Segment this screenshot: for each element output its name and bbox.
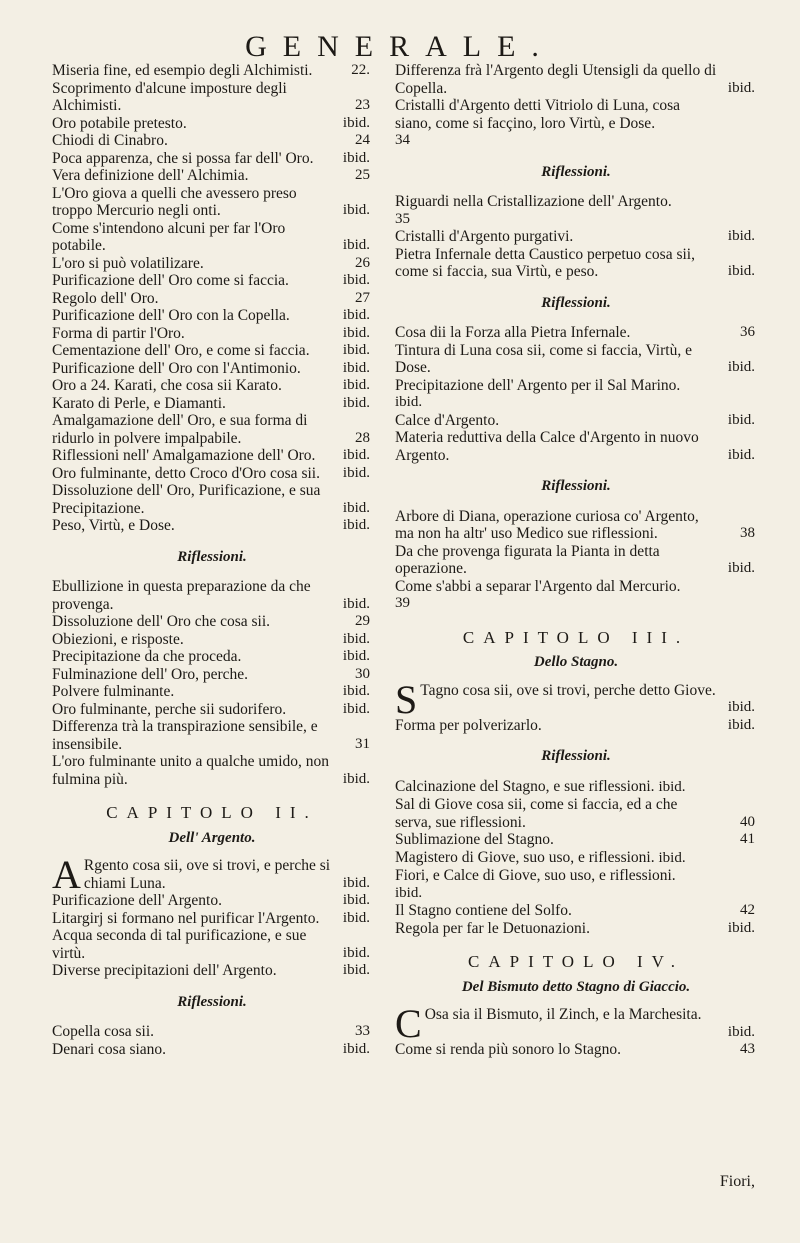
index-entry bbox=[395, 867, 757, 902]
chapter-subtitle: Dell' Argento. bbox=[168, 829, 256, 846]
entry-text: Vera definizione dell' Alchimia. bbox=[52, 167, 249, 184]
index-entry bbox=[52, 578, 372, 613]
section-label: Riflessioni. bbox=[541, 163, 611, 180]
index-entry bbox=[395, 717, 757, 735]
entry-text: Cristalli d'Argento purgativi. bbox=[395, 228, 574, 245]
entry-text: Purificazione dell' Oro come si faccia. bbox=[52, 272, 289, 289]
entry-text: Come s'intendono alcuni per far l'Oro potabile. bbox=[52, 219, 286, 254]
entry-page-ref: ibid. bbox=[342, 114, 370, 131]
index-entry bbox=[52, 852, 372, 897]
entry-page-ref: 43 bbox=[740, 1041, 755, 1057]
entry-page-ref: ibid. bbox=[658, 849, 686, 866]
entry-page-ref: 30 bbox=[355, 665, 370, 682]
entry-text: Tintura di Luna cosa sii, come si faccia, Virtù, e Dose. bbox=[395, 341, 692, 376]
index-entry bbox=[52, 1041, 372, 1059]
entry-text: Da che provenga figurata la Pianta in detta operazione. bbox=[395, 542, 660, 577]
index-entry bbox=[52, 115, 372, 133]
index-entry bbox=[52, 447, 372, 465]
index-entry bbox=[395, 62, 757, 97]
entry-text: Materia reduttiva della Calce d'Argento in nuovo Argento. bbox=[395, 429, 699, 464]
entry-page-ref: ibid. bbox=[342, 342, 370, 358]
index-entry bbox=[52, 255, 372, 273]
entry-page-ref: ibid. bbox=[342, 237, 370, 253]
index-entry bbox=[52, 360, 372, 378]
index-entry bbox=[52, 395, 372, 413]
entry-page-ref: 29 bbox=[355, 613, 370, 629]
entry-page-ref: ibid. bbox=[342, 464, 370, 481]
entry-page-ref: 39 bbox=[395, 595, 410, 611]
entry-text: Poca apparenza, che si possa far dell' Oro. bbox=[52, 149, 314, 167]
index-entry bbox=[52, 167, 372, 185]
index-entry bbox=[395, 246, 757, 281]
entry-text: Precipitazione da che proceda. bbox=[52, 648, 242, 665]
entry-page-ref: ibid. bbox=[342, 377, 370, 393]
entry-page-ref: ibid. bbox=[342, 149, 370, 166]
entry-text: Oro a 24. Karati, che cosa sii Karato. bbox=[52, 377, 282, 394]
entry-page-ref: 27 bbox=[355, 289, 370, 306]
entry-page-ref: 28 bbox=[355, 429, 370, 446]
entry-page-ref: ibid. bbox=[342, 307, 370, 323]
index-entry bbox=[52, 412, 372, 447]
entry-page-ref: ibid. bbox=[727, 411, 755, 428]
index-entry bbox=[395, 429, 757, 464]
entry-text: Forma di partir l'Oro. bbox=[52, 324, 185, 342]
entry-page-ref: 26 bbox=[355, 254, 370, 271]
entry-text: Calce d'Argento. bbox=[395, 411, 500, 429]
entry-page-ref: ibid. bbox=[342, 447, 370, 463]
index-entry bbox=[395, 920, 757, 938]
index-entry bbox=[395, 578, 757, 613]
entry-text: Fiori, e Calce di Giove, suo uso, e riflessioni. bbox=[395, 867, 676, 884]
index-entry bbox=[395, 342, 757, 377]
index-entry bbox=[52, 517, 372, 535]
entry-text: Osa sia il Bismuto, il Zinch, e la Marchesita. bbox=[424, 1006, 702, 1023]
index-entry bbox=[52, 290, 372, 308]
entry-text: Dissoluzione dell' Oro che cosa sii. bbox=[52, 613, 271, 630]
entry-page-ref: ibid. bbox=[727, 560, 755, 576]
entry-page-ref: ibid. bbox=[342, 324, 370, 341]
entry-page-ref: ibid. bbox=[342, 272, 370, 288]
entry-text: Differenza frà l'Argento degli Utensigli da quello di Copella. bbox=[395, 62, 717, 97]
index-entry bbox=[395, 778, 757, 797]
entry-text: Arbore di Diana, operazione curiosa co' Argento, ma non ha altr' uso Medico sue riflessioni. bbox=[395, 507, 699, 542]
entry-text: Regola per far le Detuonazioni. bbox=[395, 919, 590, 937]
index-entry bbox=[395, 97, 757, 150]
entry-page-ref: ibid. bbox=[727, 716, 755, 733]
catchword: Fiori, bbox=[719, 1173, 755, 1190]
entry-page-ref: ibid. bbox=[342, 359, 370, 376]
index-entry bbox=[395, 508, 757, 543]
entry-text: Cementazione dell' Oro, e come si faccia. bbox=[52, 342, 310, 359]
entry-page-ref: ibid. bbox=[727, 228, 755, 244]
entry-text: Peso, Virtù, e Dose. bbox=[52, 517, 175, 534]
section-label: Riflessioni. bbox=[541, 748, 611, 764]
section-label: Riflessioni. bbox=[541, 478, 611, 494]
entry-text: Purificazione dell' Oro con l'Antimonio. bbox=[52, 359, 301, 377]
page-header: GENERALE. bbox=[245, 30, 555, 63]
entry-text: Calcinazione del Stagno, e sue riflessioni. bbox=[395, 777, 655, 795]
index-entry bbox=[395, 412, 757, 430]
entry-page-ref: 36 bbox=[740, 324, 755, 340]
entry-page-ref: ibid. bbox=[727, 446, 755, 463]
entry-text: Purificazione dell' Oro con la Copella. bbox=[52, 307, 290, 324]
index-entry bbox=[52, 220, 372, 255]
entry-text: Regolo dell' Oro. bbox=[52, 289, 159, 307]
entry-page-ref: ibid. bbox=[342, 517, 370, 533]
index-entry bbox=[52, 132, 372, 150]
entry-text: L'oro si può volatilizare. bbox=[52, 254, 204, 272]
index-entry bbox=[52, 307, 372, 325]
section-label: Riflessioni. bbox=[177, 548, 247, 565]
index-entry bbox=[395, 902, 757, 920]
entry-text: Cosa dii la Forza alla Pietra Infernale. bbox=[395, 324, 631, 341]
entry-page-ref: ibid. bbox=[342, 944, 370, 961]
entry-text: Riflessioni nell' Amalgamazione dell' Oro. bbox=[52, 447, 316, 464]
entry-text: Purificazione dell' Argento. bbox=[52, 892, 222, 909]
entry-page-ref: 23 bbox=[355, 97, 370, 113]
entry-text: Scoprimento d'alcune imposture degli Alchimisti. bbox=[52, 79, 287, 114]
entry-page-ref: 33 bbox=[355, 1023, 370, 1039]
index-entry bbox=[52, 962, 372, 980]
index-entry bbox=[395, 228, 757, 246]
index-entry bbox=[52, 62, 372, 80]
entry-text: Sublimazione del Stagno. bbox=[395, 831, 554, 848]
entry-text: Come si renda più sonoro lo Stagno. bbox=[395, 1041, 622, 1058]
entry-page-ref: ibid. bbox=[727, 79, 755, 96]
entry-text: Riguardi nella Cristallizazione dell' Argento. bbox=[395, 193, 672, 210]
index-entry bbox=[395, 796, 757, 831]
entry-text: Differenza trà la transpirazione sensibile, e insensibile. bbox=[52, 718, 318, 753]
entry-text: Sal di Giove cosa sii, come si faccia, ed a che serva, sue riflessioni. bbox=[395, 796, 678, 831]
index-entry bbox=[52, 150, 372, 168]
entry-text: Dissoluzione dell' Oro, Purificazione, e sua Precipitazione. bbox=[52, 482, 321, 517]
entry-text: Ebullizione in questa preparazione da che provenga. bbox=[52, 578, 311, 613]
entry-page-ref: 25 bbox=[355, 167, 370, 183]
index-entry bbox=[52, 1023, 372, 1041]
entry-text: Pietra Infernale detta Caustico perpetuo cosa sii, come si faccia, sua Virtù, e peso. bbox=[395, 245, 695, 280]
index-entry bbox=[52, 910, 372, 928]
entry-page-ref: 40 bbox=[740, 813, 755, 830]
entry-page-ref: ibid. bbox=[342, 648, 370, 664]
entry-page-ref: 38 bbox=[740, 525, 755, 541]
index-entry bbox=[52, 342, 372, 360]
index-entry bbox=[52, 272, 372, 290]
entry-page-ref: ibid. bbox=[342, 909, 370, 926]
entry-text: Forma per polverizarlo. bbox=[395, 716, 542, 734]
index-entry bbox=[52, 185, 372, 220]
drop-cap: C bbox=[395, 1001, 422, 1046]
index-entry bbox=[395, 193, 757, 228]
chapter-heading: CAPITOLO IV. bbox=[468, 952, 684, 971]
index-entry bbox=[52, 80, 372, 115]
index-entry bbox=[395, 377, 757, 412]
entry-text: Il Stagno contiene del Solfo. bbox=[395, 902, 572, 919]
entry-page-ref: ibid. bbox=[342, 962, 370, 978]
index-entry bbox=[52, 683, 372, 701]
left-column bbox=[52, 62, 372, 1058]
entry-page-ref: ibid. bbox=[658, 778, 686, 795]
index-entry bbox=[395, 831, 757, 849]
entry-page-ref: 34 bbox=[395, 132, 410, 148]
index-entry bbox=[52, 613, 372, 631]
entry-page-ref: ibid. bbox=[395, 884, 423, 901]
entry-page-ref: ibid. bbox=[342, 700, 370, 717]
index-entry bbox=[52, 718, 372, 753]
entry-text: Litargirj si formano nel purificar l'Argento. bbox=[52, 909, 320, 927]
entry-page-ref: ibid. bbox=[727, 919, 755, 936]
entry-text: Miseria fine, ed esempio degli Alchimisti. bbox=[52, 62, 313, 79]
entry-text: Copella cosa sii. bbox=[52, 1023, 155, 1040]
entry-page-ref: 22. bbox=[351, 62, 370, 78]
entry-text: Oro fulminante, detto Croco d'Oro cosa sii. bbox=[52, 464, 320, 482]
entry-text: Denari cosa siano. bbox=[52, 1040, 167, 1058]
entry-text: Polvere fulminante. bbox=[52, 683, 175, 700]
entry-text: Oro potabile pretesto. bbox=[52, 114, 187, 132]
entry-page-ref: ibid. bbox=[342, 770, 370, 787]
entry-page-ref: ibid. bbox=[395, 394, 423, 410]
drop-cap: A bbox=[52, 852, 81, 897]
index-entry bbox=[395, 849, 757, 868]
entry-page-ref: 41 bbox=[740, 831, 755, 847]
entry-text: L'oro fulminante unito a qualche umido, non fulmina più. bbox=[52, 753, 329, 788]
entry-text: Oro fulminante, perche sii sudorifero. bbox=[52, 700, 287, 718]
entry-text: Precipitazione dell' Argento per il Sal Marino. bbox=[395, 376, 681, 394]
section-label: Riflessioni. bbox=[177, 993, 247, 1010]
entry-page-ref: ibid. bbox=[727, 263, 755, 279]
index-entry bbox=[395, 543, 757, 578]
entry-page-ref: 31 bbox=[355, 735, 370, 752]
index-entry bbox=[52, 482, 372, 517]
entry-page-ref: ibid. bbox=[342, 892, 370, 908]
entry-text: Obiezioni, e risposte. bbox=[52, 630, 184, 648]
index-entry bbox=[52, 377, 372, 395]
index-entry bbox=[52, 648, 372, 666]
entry-text: Rgento cosa sii, ove si trovi, e perche si chiami Luna. bbox=[83, 857, 331, 892]
index-entry bbox=[52, 666, 372, 684]
index-entry bbox=[52, 892, 372, 910]
index-entry bbox=[52, 701, 372, 719]
entry-text: Amalgamazione dell' Oro, e sua forma di ridurlo in polvere impalpabile. bbox=[52, 412, 308, 447]
entry-text: Fulminazione dell' Oro, perche. bbox=[52, 665, 249, 683]
entry-page-ref: ibid. bbox=[342, 595, 370, 612]
entry-text: Karato di Perle, e Diamanti. bbox=[52, 394, 226, 412]
entry-page-ref: ibid. bbox=[342, 202, 370, 218]
drop-cap: S bbox=[395, 676, 418, 722]
entry-text: Chiodi di Cinabro. bbox=[52, 132, 168, 149]
entry-page-ref: ibid. bbox=[342, 499, 370, 516]
index-entry bbox=[52, 325, 372, 343]
entry-text: Come s'abbi a separar l'Argento dal Mercurio. bbox=[395, 577, 681, 595]
index-entry bbox=[395, 1001, 757, 1046]
entry-text: Acqua seconda di tal purificazione, e sue virtù. bbox=[52, 927, 307, 962]
index-entry bbox=[52, 927, 372, 962]
index-entry bbox=[395, 676, 757, 722]
entry-page-ref: ibid. bbox=[727, 699, 755, 715]
chapter-subtitle: Del Bismuto detto Stagno di Giaccio. bbox=[461, 978, 691, 995]
entry-page-ref: ibid. bbox=[727, 1023, 755, 1040]
entry-text: Cristalli d'Argento detti Vitriolo di Luna, cosa siano, come si facçino, loro Virtù, e Dose. bbox=[395, 97, 680, 132]
entry-page-ref: ibid. bbox=[342, 630, 370, 647]
entry-page-ref: ibid. bbox=[342, 683, 370, 699]
entry-page-ref: ibid. bbox=[342, 1040, 370, 1057]
entry-page-ref: ibid. bbox=[727, 359, 755, 375]
index-entry bbox=[52, 753, 372, 788]
entry-text: Diverse precipitazioni dell' Argento. bbox=[52, 962, 277, 979]
entry-page-ref: 24 bbox=[355, 132, 370, 148]
right-column bbox=[395, 62, 757, 1059]
index-entry bbox=[395, 324, 757, 342]
entry-text: Magistero di Giove, suo uso, e riflessioni. bbox=[395, 848, 655, 866]
entry-text: Tagno cosa sii, ove si trovi, perche detto Giove. bbox=[420, 681, 716, 699]
entry-text: L'Oro giova a quelli che avessero preso troppo Mercurio negli onti. bbox=[52, 184, 297, 219]
entry-page-ref: 35 bbox=[395, 210, 410, 227]
section-label: Riflessioni. bbox=[541, 294, 611, 311]
chapter-heading: CAPITOLO II. bbox=[106, 803, 318, 822]
entry-page-ref: ibid. bbox=[342, 394, 370, 411]
index-entry bbox=[395, 1041, 757, 1059]
index-entry bbox=[52, 465, 372, 483]
entry-page-ref: ibid. bbox=[342, 874, 370, 891]
chapter-heading: CAPITOLO III. bbox=[462, 627, 690, 647]
index-entry bbox=[52, 631, 372, 649]
chapter-subtitle: Dello Stagno. bbox=[533, 654, 619, 670]
entry-page-ref: 42 bbox=[740, 902, 755, 918]
